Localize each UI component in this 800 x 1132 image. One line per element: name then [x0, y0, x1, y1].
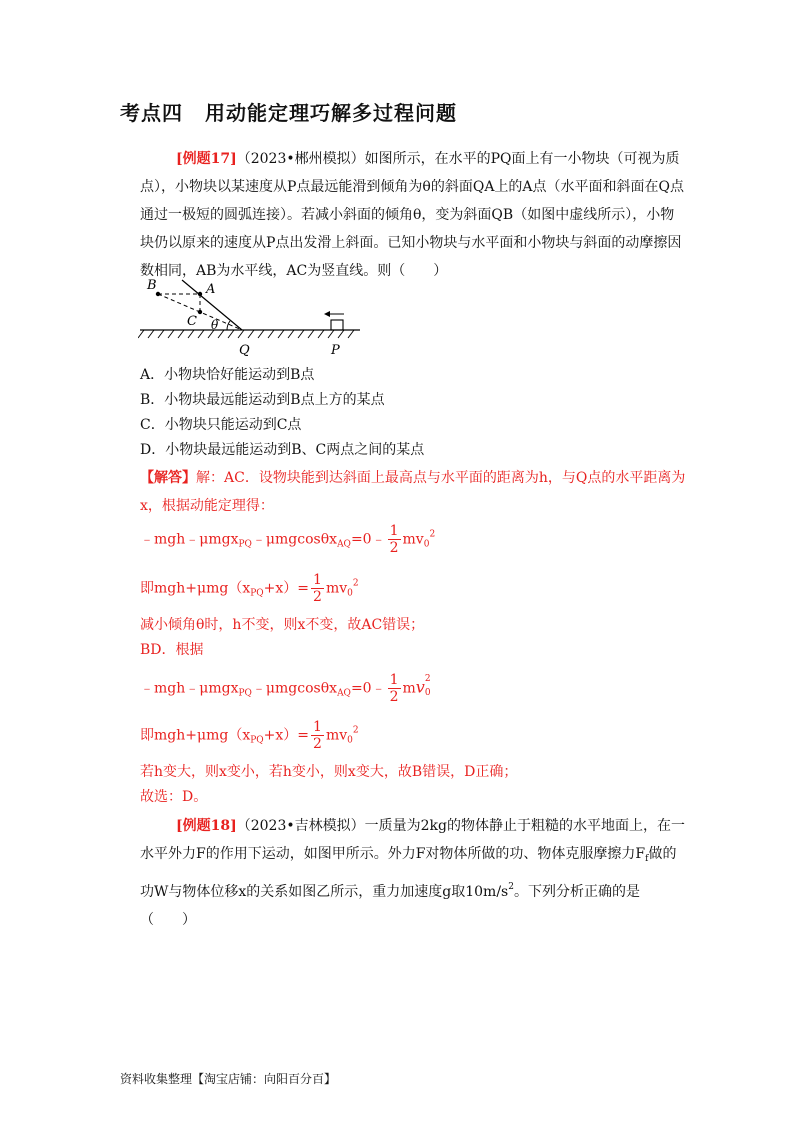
- answer-intro: [140, 464, 688, 520]
- formula-1: ﹣mgh﹣μmgx$_{PQ}$﹣μmgcosθx$_{AQ}$=0﹣ $\frac{1}{2}$ $mv_0^2$: [140, 523, 436, 556]
- option-d: D．小物块最远能运动到B、C两点之间的某点: [140, 442, 425, 458]
- label-theta: θ: [211, 318, 219, 332]
- question-18-tag: [例题18]: [176, 818, 237, 834]
- answer-tag: 【解答】: [140, 470, 196, 486]
- answer-line1: 解：AC．设物块能到达斜面上最高点与水平面的距离为h，与Q点的水平距离为x，根据动能定理得：: [140, 470, 686, 514]
- label-Q: Q: [239, 343, 250, 358]
- answer-line3: 减小倾角θ时，h不变，则x不变，故AC错误；: [140, 617, 425, 633]
- label-A: A: [206, 282, 216, 297]
- answer-conclusion: 若h变大，则x变小，若h变小，则x变大，故B错误，D正确；: [140, 764, 518, 780]
- section-title: [120, 97, 457, 126]
- option-b: B．小物块最远能运动到B点上方的某点: [140, 392, 385, 408]
- question-17: [140, 145, 685, 285]
- question-18-text-c: 。下列分析正确的是（ ）: [140, 884, 640, 928]
- formula-2: 即$mgh+\mu mg(x_{PQ}+x)=$ $\frac{1}{2}$ $mv_0^2$: [140, 572, 359, 605]
- footer-note: 资料收集整理【淘宝店铺：向阳百分百】: [120, 1072, 337, 1086]
- incline-figure: [138, 278, 368, 360]
- fraction-half: $\frac{1}{2}$: [313, 572, 322, 605]
- option-c: C．小物块只能运动到C点: [140, 417, 302, 433]
- fraction-half: $\frac{1}{2}$: [313, 719, 322, 752]
- title-part2: 用动能定理巧解多过程问题: [205, 101, 457, 125]
- title-part1: 考点四: [120, 101, 183, 125]
- question-18: [例题18]（2023•吉林模拟）一质量为2kg的物体静止于粗糙的水平地面上，在一水平外力F的作用下运动，如图甲所示。外力F对物体所做的功、物体克服摩擦力$F_f$做的功W与物体位移x的关系如图乙所示，重力加速度g取$10m/s^2$。下列分析正确的是（ ）: [140, 818, 685, 928]
- label-C: C: [187, 314, 197, 329]
- question-17-text: （2023•郴州模拟）如图所示，在水平的PQ面上有一小物块（可视为质点），小物块以某速度从P点最远能滑到倾角为θ的斜面QA上的A点（水平面和斜面在Q点通过一极短的圆弧连接）。若减小斜面的倾角θ，变为斜面QB（如图中虚线所示），小物块仍以原来的速度从P点出发滑上斜面。已知小物块与水平面和小物块与斜面的动摩擦因数相同，AB为水平线，AC为竖直线。则（ ）: [140, 151, 685, 279]
- question-18-text-b: 做的功W与物体位移x的关系如图乙所示，重力加速度g取10m/s: [140, 846, 677, 900]
- option-a: A．小物块恰好能运动到B点: [140, 367, 315, 383]
- fraction-half: $\frac{1}{2}$: [389, 672, 399, 705]
- question-18-text-a: （2023•吉林模拟）一质量为2kg的物体静止于粗糙的水平地面上，在一水平外力F的作用下运动，如图甲所示。外力F对物体所做的功、物体克服摩擦力F: [140, 818, 685, 862]
- answer-line4: BD．根据: [140, 642, 204, 658]
- label-P: P: [331, 343, 340, 358]
- label-B: B: [147, 278, 157, 293]
- question-17-tag: [例题17]: [176, 151, 237, 167]
- formula-4: 即$mgh+\mu mg(x_{PQ}+x)=$ $\frac{1}{2}$ $mv_0^2$: [140, 719, 359, 752]
- formula-3: ﹣mgh﹣μmgx$_{PQ}$﹣μmgcosθx$_{AQ}$=0﹣ $\frac{1}{2}$ mv 2 0: [140, 672, 431, 705]
- fraction-half: $\frac{1}{2}$: [389, 523, 399, 556]
- answer-choice: 故选：D。: [140, 789, 208, 805]
